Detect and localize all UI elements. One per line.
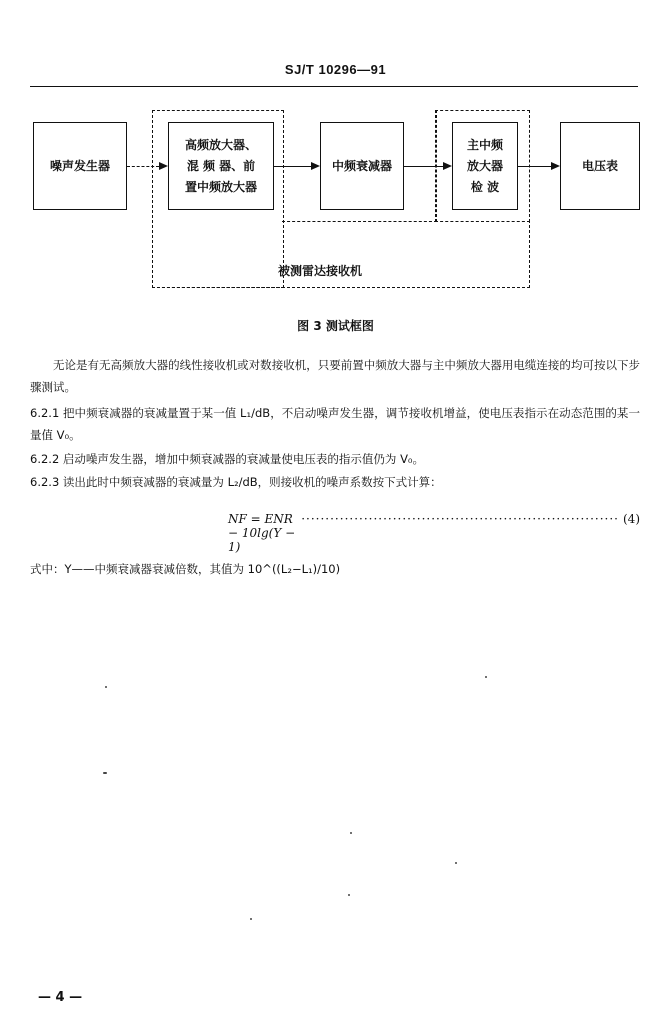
formula-note: 式中：Y——中频衰减器衰减倍数，其值为 10^((L₂−L₁)/10) [30,562,341,576]
scan-speck [485,676,487,678]
connector-if-to-voltmeter [518,166,551,167]
step-6-2-1: 6.2.1 把中频衰减器的衰减量置于某一值 L₁/dB，不启动噪声发生器，调节接收机增益，使电压表指示在动态范围的某一量值 V₀。 [30,406,640,442]
rf-stage-block [168,122,274,210]
arrow-attenuator-to-if [443,162,452,170]
main-if-line-1: 主中频 [466,137,503,152]
standard-number: SJ/T 10296—91 [284,62,387,77]
main-if-line-3: 检 波 [470,179,500,194]
arrow-noise-to-rf [159,162,168,170]
scan-speck [103,772,107,774]
scan-speck [250,918,252,920]
step-6-2-2: 6.2.2 启动噪声发生器，增加中频衰减器的衰减量使电压表的指示值仍为 V₀。 [30,452,425,466]
formula-expression: NF = ENR − 10lg(Y − 1) [228,512,296,554]
step-6-2-3: 6.2.3 读出此时中频衰减器的衰减量为 L₂/dB，则接收机的噪声系数按下式计算： [30,475,442,489]
connector-attenuator-to-if [404,166,443,167]
formula-leader-dots: ·································································· [301,512,619,526]
scan-speck [455,862,457,864]
noise-generator-block [33,122,127,210]
figure-caption: 图 3 测试框图 [297,319,374,333]
main-if-block [452,122,518,210]
scan-speck [105,686,107,688]
rf-stage-line-2: 混 频 器、前 [186,158,256,173]
arrow-rf-to-attenuator [311,162,320,170]
voltmeter-label: 电压表 [581,158,618,173]
if-attenuator-block [320,122,404,210]
page-number: — 4 — [38,990,83,1005]
receiver-label: 被测雷达接收机 [278,264,363,278]
connector-rf-to-attenuator [274,166,311,167]
arrow-if-to-voltmeter [551,162,560,170]
header-rule [30,86,638,87]
rf-stage-line-1: 高频放大器、 [184,137,257,152]
connector-noise-to-rf [127,166,159,167]
intro-paragraph: 无论是有无高频放大器的线性接收机或对数接收机，只要前置中频放大器与主中频放大器用电缆连接的均可按以下步骤测试。 [30,358,640,394]
scan-speck [348,894,350,896]
noise-generator-label: 噪声发生器 [49,158,110,173]
main-if-line-2: 放大器 [466,158,503,173]
formula-4 [228,512,640,554]
scan-speck [350,832,352,834]
if-attenuator-label: 中频衰减器 [331,158,392,173]
rf-stage-line-3: 置中频放大器 [184,179,257,194]
voltmeter-block [560,122,640,210]
formula-number: (4) [623,512,640,526]
